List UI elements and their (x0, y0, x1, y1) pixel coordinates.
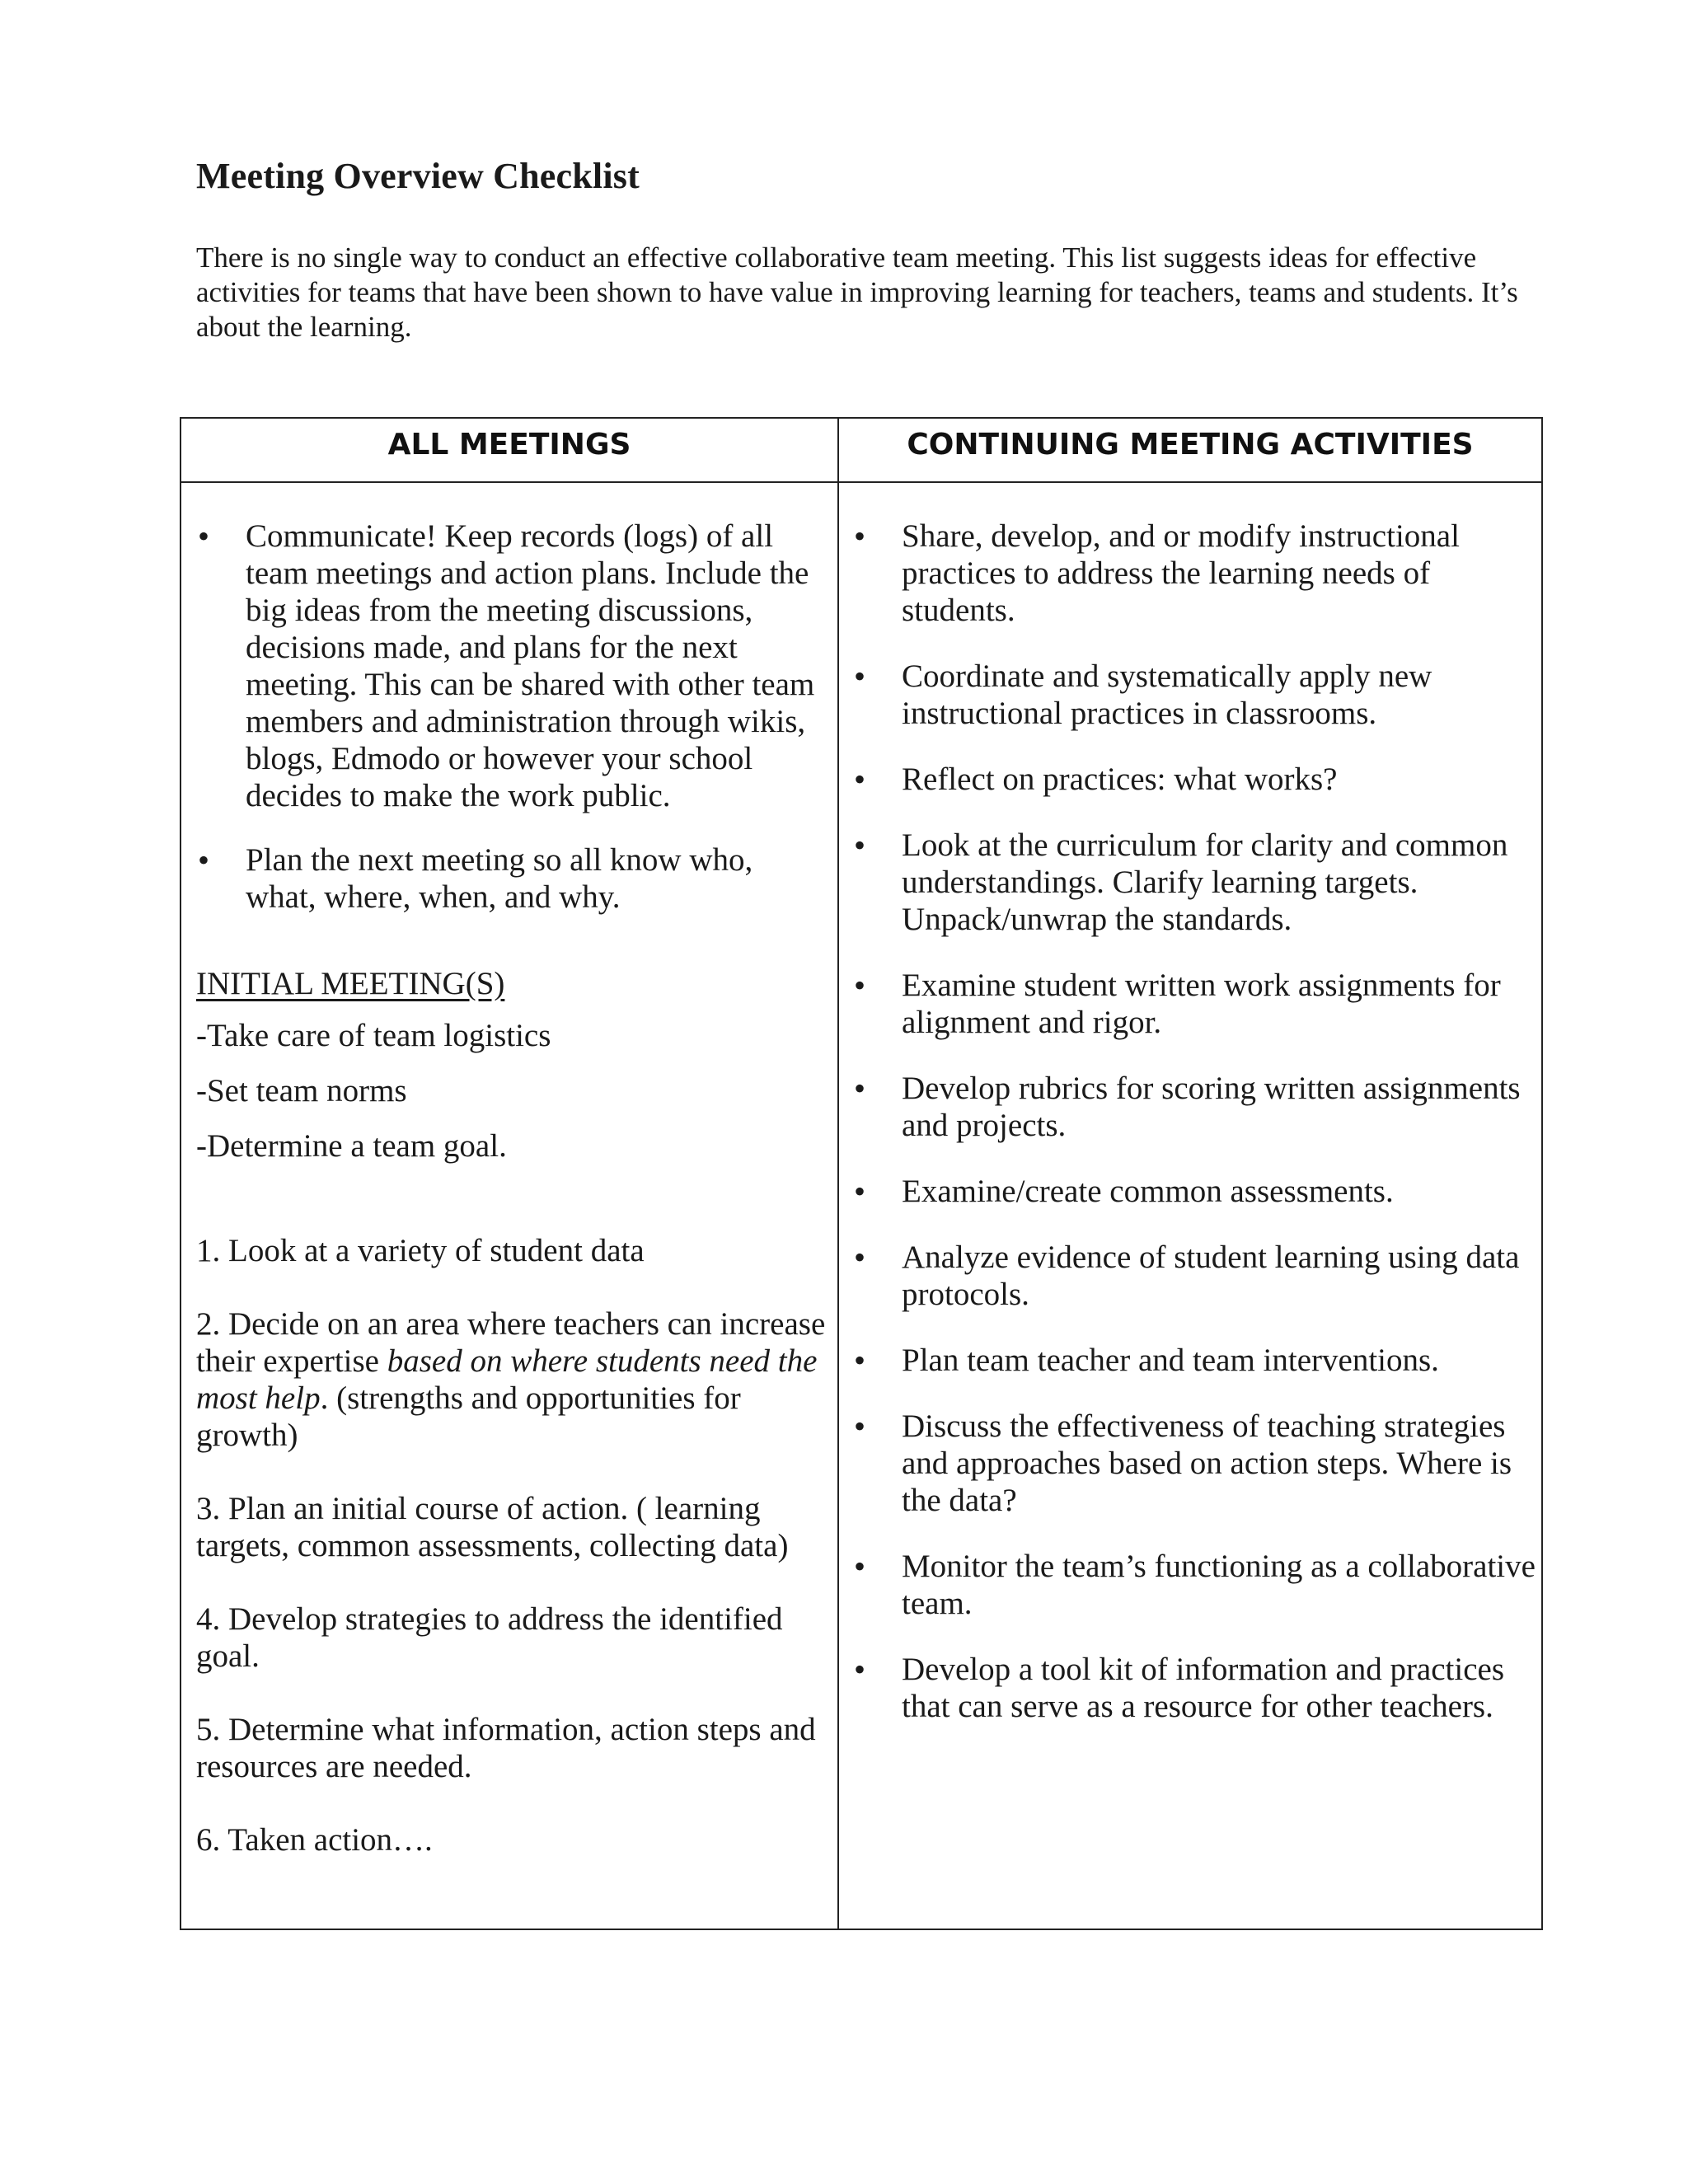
continuing-activities-column (852, 518, 1536, 1754)
page-title: Meeting Overview Checklist (196, 156, 640, 196)
list-item: • Coordinate and systematically apply new instructional practices in classrooms. (852, 658, 1536, 732)
list-item: • Share, develop, and or modify instructional practices to address the learning needs of students. (852, 518, 1536, 629)
list-item: • Look at the curriculum for clarity and common understandings. Clarify learning targets. Unpack/unwrap the standards. (852, 827, 1536, 938)
list-item: • Reflect on practices: what works? (852, 761, 1536, 798)
step-4: 4. Develop strategies to address the identified goal. (196, 1601, 783, 1674)
all-meetings-header: ALL MEETINGS (387, 428, 631, 462)
step-5: 5. Determine what information, action steps and resources are needed. (196, 1712, 816, 1784)
step-2 (196, 1305, 828, 1454)
step-6: 6. Taken action…. (196, 1822, 433, 1858)
list-item: • Plan team teacher and team interventions. (852, 1342, 1536, 1379)
step-2-emphasis: based on where students need the most help (196, 1343, 818, 1416)
continuing-activities-header: CONTINUING MEETING ACTIVITIES (907, 428, 1474, 462)
initial-meetings-heading: INITIAL MEETING(S) (196, 966, 505, 1001)
list-item: • Develop rubrics for scoring written assignments and projects. (852, 1070, 1536, 1144)
list-item: • Discuss the effectiveness of teaching strategies and approaches based on action steps. Where is the data? (852, 1408, 1536, 1519)
list-item: • Analyze evidence of student learning using data protocols. (852, 1239, 1536, 1313)
header-divider (181, 481, 1541, 483)
all-meetings-list (196, 518, 828, 916)
column-divider (837, 419, 839, 1929)
list-item: • Develop a tool kit of information and practices that can serve as a resource for other teachers. (852, 1651, 1536, 1725)
intro-paragraph: There is no single way to conduct an effective collaborative team meeting. This list suggests ideas for effective activities for teams that have been shown to have value in improving learning for teachers, teams and students. It’s about the learning. (196, 241, 1518, 343)
list-item: • Monitor the team’s functioning as a collaborative team. (852, 1548, 1536, 1622)
list-item: • Examine/create common assessments. (852, 1173, 1536, 1210)
step-3: 3. Plan an initial course of action. ( learning targets, common assessments, collecting data) (196, 1491, 789, 1563)
dash-item: -Set team norms (196, 1073, 407, 1108)
list-item: • Examine student written work assignments for alignment and rigor. (852, 967, 1536, 1041)
dash-item: -Take care of team logistics (196, 1018, 551, 1053)
step-2-text-end: . (strengths and opportunities for growth) (196, 1380, 741, 1453)
all-meetings-column (196, 518, 828, 1895)
list-item: • Communicate! Keep records (logs) of all team meetings and action plans. Include the big ideas from the meeting discussions, decisions made, and plans for the next meeting. This can be shared with other team members and administration through wikis, blogs, Edmodo or however your school decides to make the work public. (196, 518, 828, 814)
checklist-table (180, 417, 1543, 1930)
dash-item: -Determine a team goal. (196, 1128, 507, 1164)
list-item: • Plan the next meeting so all know who, what, where, when, and why. (196, 841, 828, 916)
step-1: 1. Look at a variety of student data (196, 1233, 645, 1268)
continuing-activities-list (852, 518, 1536, 1725)
step-2-text: 2. Decide on an area where teachers can increase their expertise (196, 1306, 826, 1379)
